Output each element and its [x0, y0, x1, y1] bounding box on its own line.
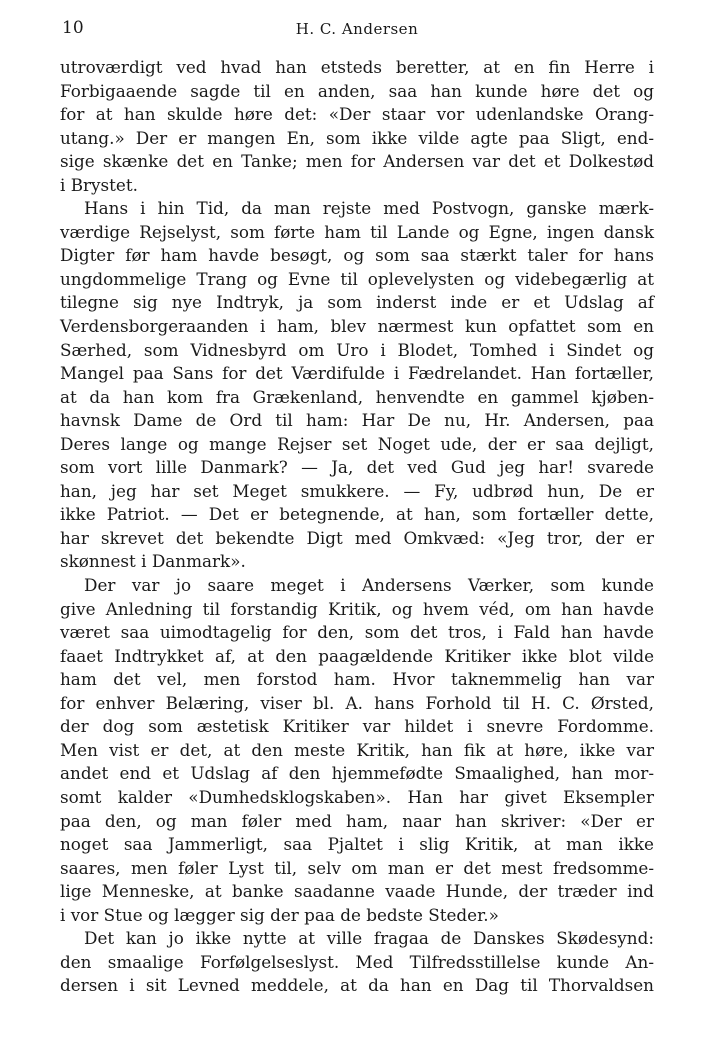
text-line: utroværdigt ved hvad han etsteds beretter, at en fin Herre i	[60, 57, 654, 77]
text-line: den smaalige Forfølgelseslyst. Med Tilfredsstillelse kunde An-	[60, 951, 654, 972]
running-head	[60, 18, 654, 44]
book-page	[60, 18, 654, 998]
running-title: H. C. Andersen	[295, 20, 419, 38]
text-line: ham det vel, men forstod ham. Hvor taknemmelig han var	[60, 669, 654, 690]
text-line: utang.» Der er mangen En, som ikke vilde agte paa Sligt, end-	[60, 127, 654, 148]
text-line: andet end et Udslag af den hjemmefødte Smaalighed, han mor-	[60, 763, 654, 784]
text-line: Men vist er det, at den meste Kritik, han fik at høre, ikke var	[60, 739, 654, 760]
text-line: i vor Stue og lægger sig der paa de bedste Steder.»	[60, 904, 499, 925]
text-line: paa den, og man føler med ham, naar han skriver: «Der er	[60, 810, 654, 831]
text-line: Det kan jo ikke nytte at ville fragaa de Danskes Skødesynd:	[84, 928, 654, 949]
text-line: som vort lille Danmark? — Ja, det ved Gud jeg har! svarede	[60, 457, 654, 478]
text-line: Hans i hin Tid, da man rejste med Postvogn, ganske mærk-	[84, 198, 654, 219]
text-line: han, jeg har set Meget smukkere. — Fy, udbrød hun, De er	[60, 480, 654, 501]
text-line: tilegne sig nye Indtryk, ja som inderst inde er et Udslag af	[60, 292, 654, 313]
text-line: faaet Indtrykket af, at den paagældende Kritiker ikke blot vilde	[60, 645, 654, 666]
text-line: Verdensborgeraanden i ham, blev nærmest kun opfattet som en	[60, 316, 654, 337]
text-line: der dog som æstetisk Kritiker var hildet i snevre Fordomme.	[60, 716, 654, 737]
text-line: værdige Rejselyst, som førte ham til Lande og Egne, ingen dansk	[60, 221, 654, 242]
text-line: noget saa Jammerligt, saa Pjaltet i slig Kritik, at man ikke	[60, 834, 654, 855]
text-line: Forbigaaende sagde til en anden, saa han kunde høre det og	[60, 80, 654, 101]
text-line: give Anledning til forstandig Kritik, og hvem véd, om han havde	[60, 598, 654, 619]
text-line: i Brystet.	[60, 174, 138, 195]
text-line: at da han kom fra Grækenland, henvendte en gammel kjøben-	[60, 386, 654, 407]
text-line: ungdommelige Trang og Evne til oplevelysten og videbegærlig at	[60, 268, 654, 289]
text-line: skønnest i Danmark».	[60, 551, 246, 572]
text-line: Særhed, som Vidnesbyrd om Uro i Blodet, Tomhed i Sindet og	[60, 339, 654, 360]
page-number: 10	[62, 18, 84, 38]
text-line: sige skænke det en Tanke; men for Andersen var det et Dolkestød	[60, 151, 654, 172]
text-line: Deres lange og mange Rejser set Noget ude, der er saa dejligt,	[60, 433, 654, 454]
text-line: været saa uimodtagelig for den, som det tros, i Fald han havde	[60, 622, 654, 643]
text-line: saares, men føler Lyst til, selv om man er det mest fredsomme-	[60, 857, 654, 878]
text-line: dersen i sit Levned meddele, at da han en Dag til Thorvaldsen	[60, 975, 654, 996]
text-line: ikke Patriot. — Det er betegnende, at han, som fortæller dette,	[60, 504, 654, 525]
text-line: Digter før ham havde besøgt, og som saa stærkt taler for hans	[60, 245, 654, 266]
text-line: for at han skulde høre det: «Der staar vor udenlandske Orang-	[60, 104, 654, 125]
text-line: lige Menneske, at banke saadanne vaade Hunde, der træder ind	[60, 881, 654, 902]
text-line: for enhver Belæring, viser bl. A. hans Forhold til H. C. Ørsted,	[60, 692, 654, 713]
text-line: Mangel paa Sans for det Værdifulde i Fædrelandet. Han fortæller,	[60, 363, 654, 384]
text-line: havnsk Dame de Ord til ham: Har De nu, Hr. Andersen, paa	[60, 410, 654, 431]
text-line: somt kalder «Dumhedsklogskaben». Han har givet Eksempler	[60, 786, 654, 807]
text-line: Der var jo saare meget i Andersens Værker, som kunde	[84, 575, 654, 596]
body-text	[60, 56, 654, 998]
text-line: har skrevet det bekendte Digt med Omkvæd: «Jeg tror, der er	[60, 527, 654, 548]
